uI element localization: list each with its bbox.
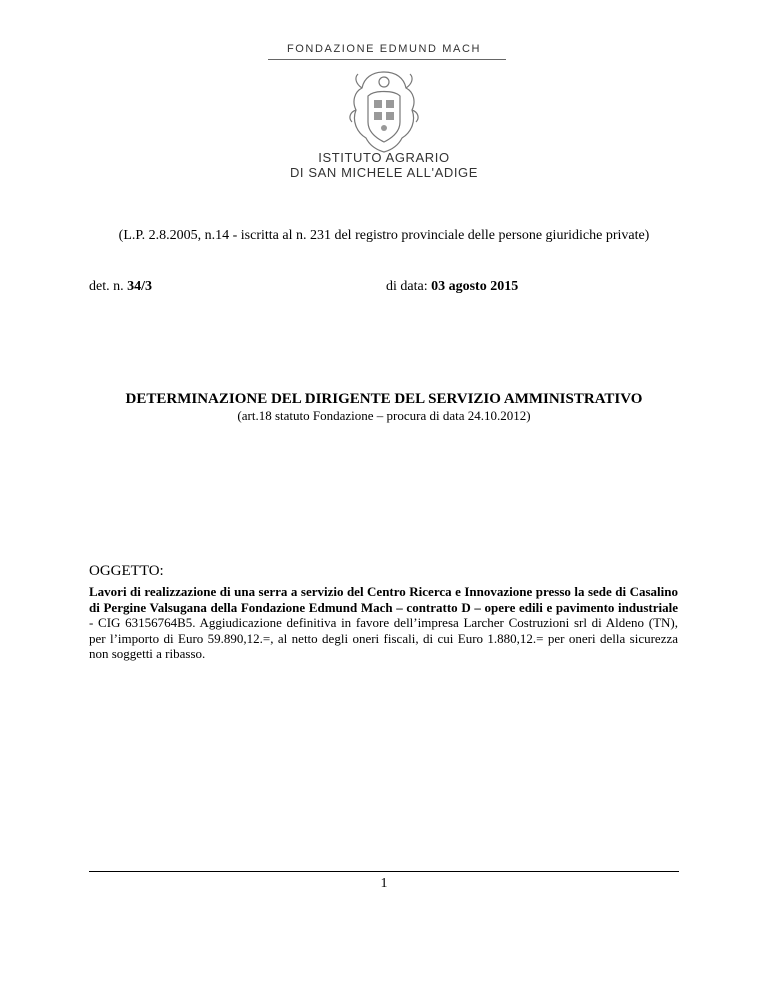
header-divider	[268, 59, 506, 60]
organization-name: FONDAZIONE EDMUND MACH	[286, 43, 482, 55]
legal-note: (L.P. 2.8.2005, n.14 - iscritta al n. 231 del registro provinciale delle persone giuridiche private)	[118, 228, 650, 243]
page-number: 1	[380, 876, 388, 891]
oggetto-body	[89, 584, 678, 662]
institute-line-1: ISTITUTO AGRARIO	[318, 150, 450, 165]
institute-line-2: DI SAN MICHELE ALL'ADIGE	[289, 165, 479, 180]
institute-name	[0, 150, 768, 180]
oggetto-bold-text: Lavori di realizzazione di una serra a servizio del Centro Ricerca e Innovazione presso la sede di Casalino di Pergine Valsugana della Fondazione Edmund Mach – contratto D – opere edili e pavimento industriale	[89, 584, 678, 615]
crest-logo-icon	[344, 68, 424, 154]
determination-date	[386, 279, 518, 295]
document-title: DETERMINAZIONE DEL DIRIGENTE DEL SERVIZIO AMMINISTRATIVO	[125, 391, 643, 407]
date-label: di data:	[386, 279, 428, 294]
det-label: det. n.	[89, 279, 124, 294]
date-value: 03 agosto 2015	[431, 279, 519, 294]
footer-divider	[89, 871, 679, 872]
determination-number	[89, 279, 152, 295]
oggetto-rest-text: - CIG 63156764B5. Aggiudicazione definitiva in favore dell’impresa Larcher Costruzioni srl di Aldeno (TN), per l’importo di Euro 59.890,12.=, al netto degli oneri fiscali, di cui Euro 1.880,12.= per oneri della sicurezza non soggetti a ribasso.	[89, 615, 678, 662]
det-number: 34/3	[127, 279, 152, 294]
oggetto-label: OGGETTO:	[89, 563, 164, 579]
document-subtitle: (art.18 statuto Fondazione – procura di data 24.10.2012)	[237, 408, 531, 423]
